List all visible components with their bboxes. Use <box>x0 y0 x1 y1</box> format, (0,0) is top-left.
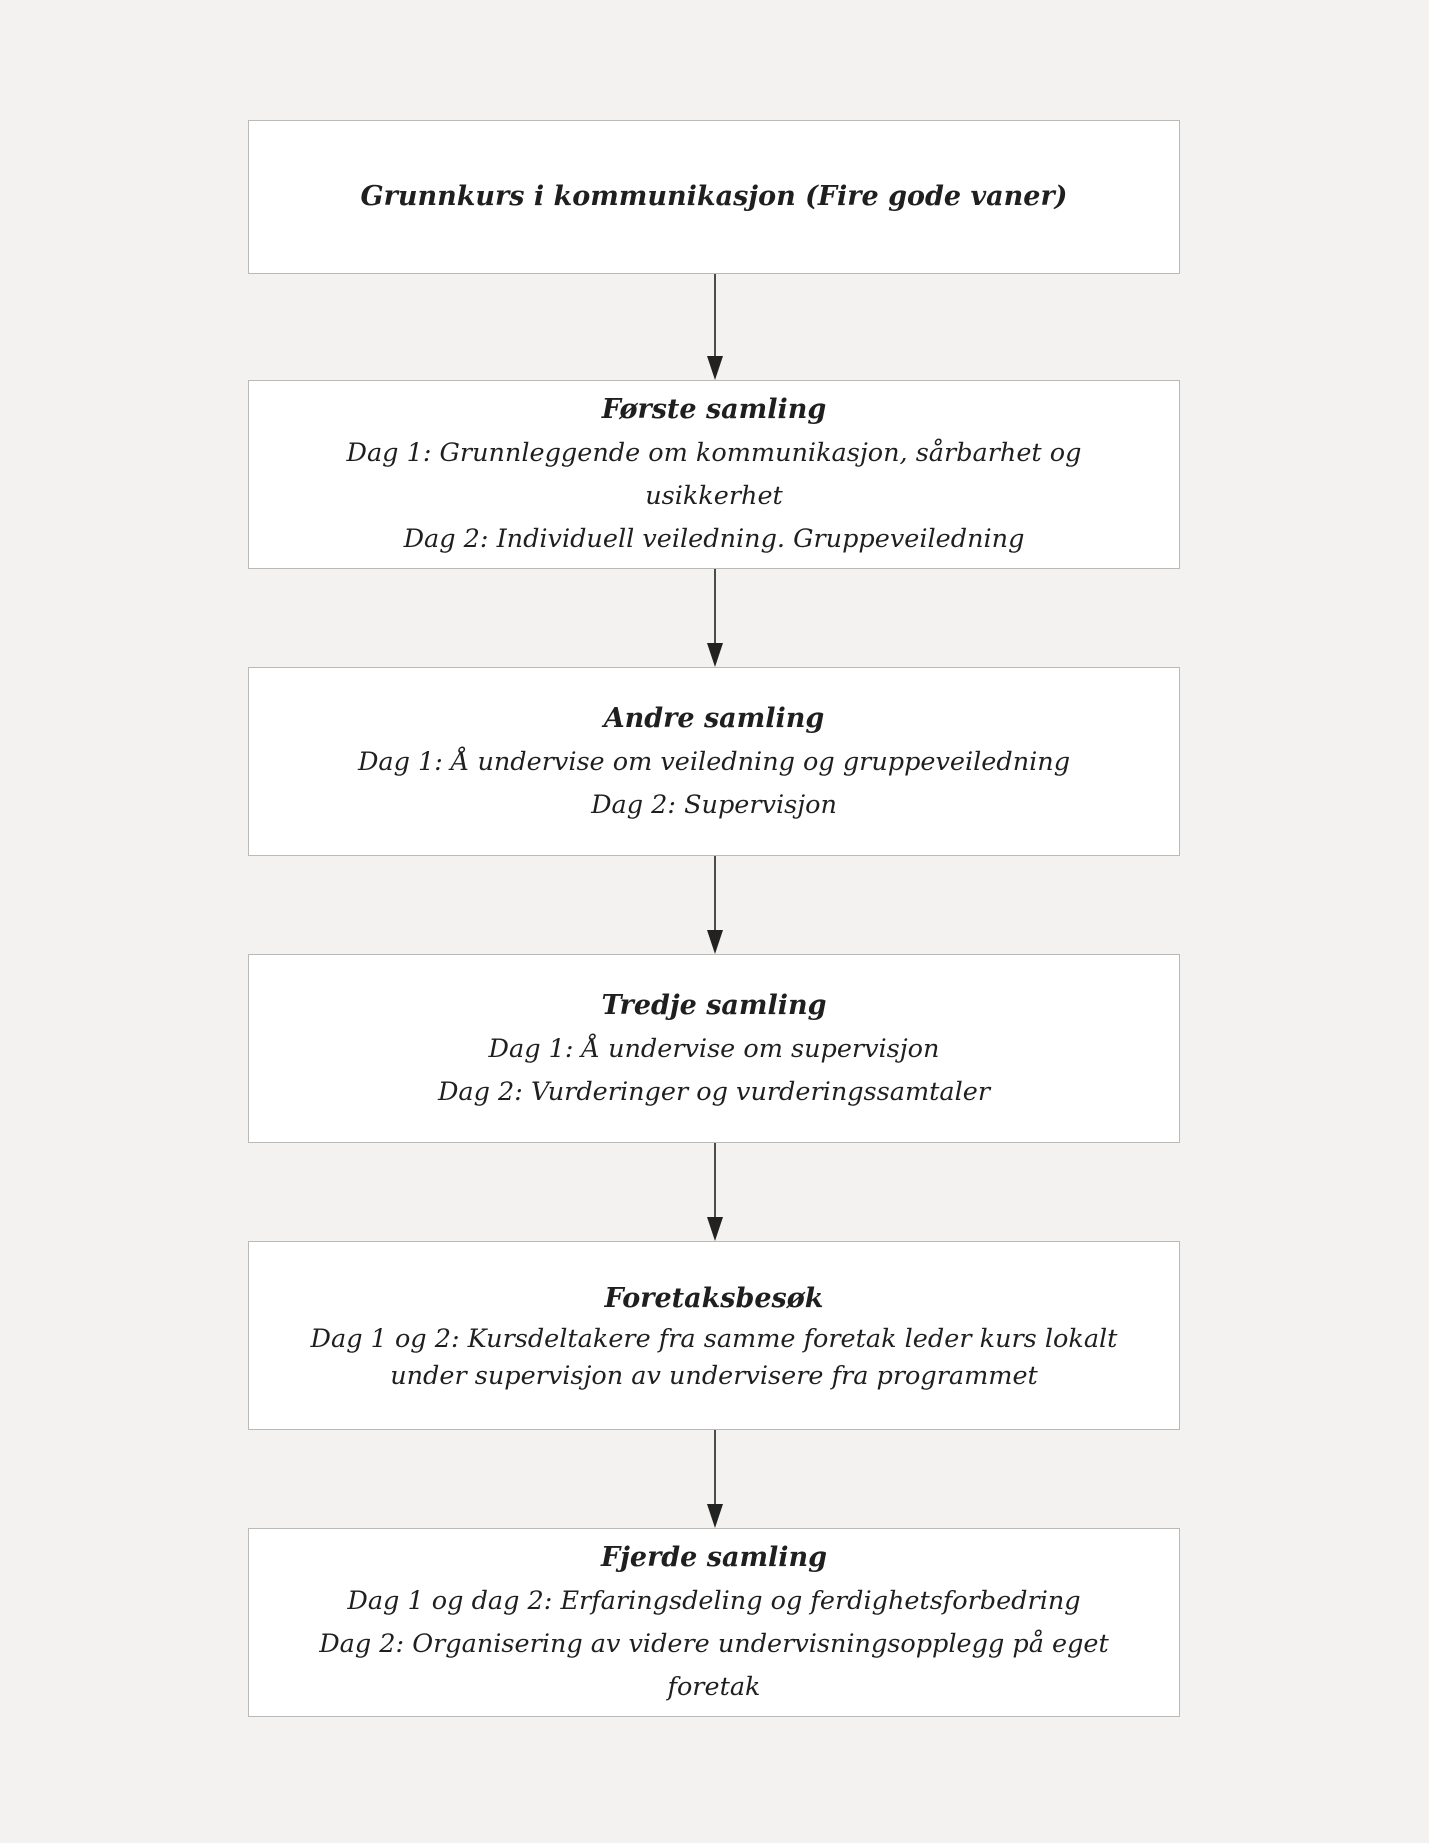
box-line: Dag 2: Individuell veiledning. Gruppeveiledning <box>403 524 1025 554</box>
box-line: Dag 1: Grunnleggende om kommunikasjon, sårbarhet og usikkerhet <box>346 438 1082 511</box>
box-title: Grunnkurs i kommunikasjon (Fire gode vaner) <box>360 181 1068 212</box>
box-line: Dag 1 og dag 2: Erfaringsdeling og ferdighetsforbedring <box>347 1586 1081 1616</box>
box-forste-samling <box>248 380 1180 569</box>
box-line: Dag 2: Organisering av videre undervisningsopplegg på eget foretak <box>319 1629 1109 1702</box>
box-line: Dag 2: Vurderinger og vurderingssamtaler <box>437 1076 991 1107</box>
box-title: Andre samling <box>603 702 825 734</box>
arrow-down <box>705 274 725 380</box>
box-title: Tredje samling <box>601 989 827 1021</box>
arrow-down <box>705 1430 725 1528</box>
box-title: Foretaksbesøk <box>604 1282 824 1314</box>
box-foretaksbesok <box>248 1241 1180 1430</box>
arrow-down <box>705 569 725 667</box>
box-line: Dag 2: Supervisjon <box>591 789 837 820</box>
box-andre-samling <box>248 667 1180 856</box>
arrow-down <box>705 1143 725 1241</box>
box-line: Dag 1: Å undervise om veiledning og gruppeveiledning <box>357 746 1071 777</box>
box-tredje-samling <box>248 954 1180 1143</box>
arrow-down <box>705 856 725 954</box>
box-line: Dag 1 og 2: Kursdeltakere fra samme foretak leder kurs lokalt under supervisjon av undervisere fra programmet <box>310 1323 1118 1391</box>
box-fjerde-samling <box>248 1528 1180 1717</box>
box-grunnkurs <box>248 120 1180 274</box>
box-title: Fjerde samling <box>600 1542 828 1573</box>
box-title: Første samling <box>601 394 827 425</box>
box-line: Dag 1: Å undervise om supervisjon <box>488 1033 940 1064</box>
